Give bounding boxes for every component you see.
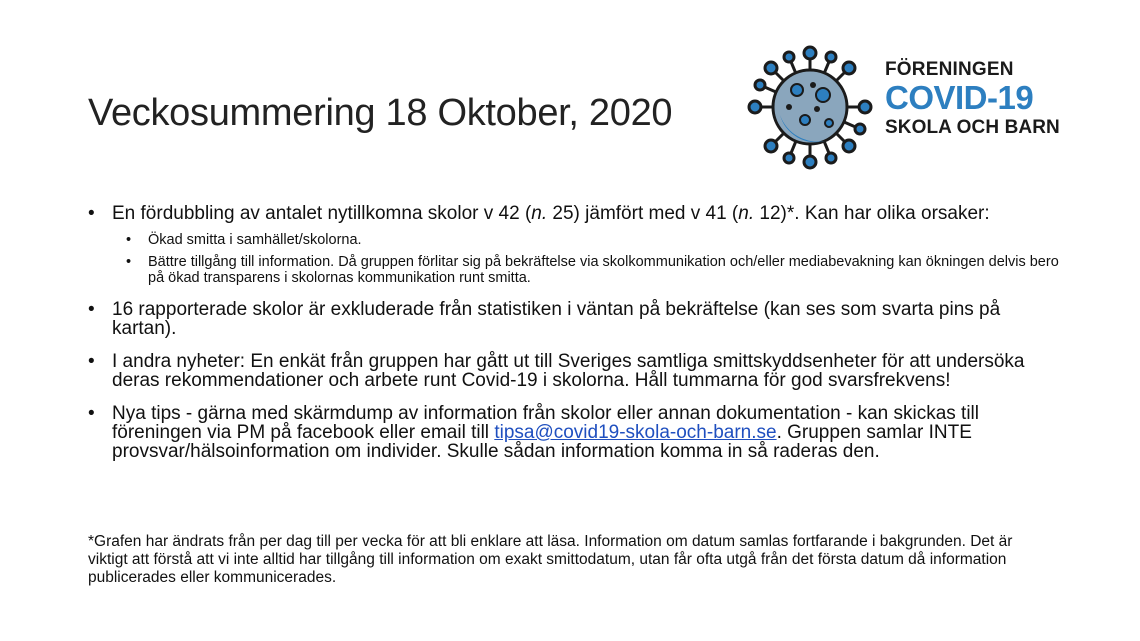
virus-icon bbox=[745, 45, 875, 170]
sub-bullet-item: • Ökad smitta i samhället/skolorna. bbox=[126, 232, 1068, 248]
bullet-item: • 16 rapporterade skolor är exkluderade från statistiken i väntan på bekräftelse (kan ses som svarta pins på kartan). bbox=[88, 300, 1068, 338]
logo-line-1: FÖRENINGEN bbox=[885, 59, 1014, 80]
sub-bullet-list bbox=[126, 232, 1068, 286]
footnote: *Grafen har ändrats från per dag till per vecka för att bli enklare att läsa. Information om datum samlas fortfarande i bakgrunden. Det är viktigt att förstå att vi inte alltid har tillgång till information om exakt smittodatum, utan får ofta utgå från det första datum då information publicerades eller kommunicerades. bbox=[88, 533, 1013, 586]
bullet-item: • En fördubbling av antalet nytillkomna skolor v 42 (n. 25) jämfört med v 41 (n. 12)*. Kan har olika orsaker: • Ökad smitta i samhället/skolorna. • Bättre tillgång till information. Då gruppen förlitar sig på bekräftelse via skolkommunikation och/eller mediabevakning kan ökningen delvis bero på ökad transparens i skolornas kommunikation runt smitta. bbox=[88, 204, 1068, 286]
organization-logo bbox=[745, 45, 1090, 170]
bullet-item: • I andra nyheter: En enkät från gruppen har gått ut till Sveriges samtliga smittskyddsenheter för att undersöka deras rekommendationer och arbete runt Covid-19 i skolorna. Håll tummarna för god svarsfrekvens! bbox=[88, 352, 1068, 390]
bullet-item: • Nya tips - gärna med skärmdump av information från skolor eller annan dokumentation - kan skickas till föreningen via PM på facebook eller email till tipsa@covid19-skola-och-barn.se. Gruppen samlar INTE provsvar/hälsoinformation om individer. Skulle sådan information komma in så raderas den. bbox=[88, 404, 1068, 461]
bullet-list bbox=[88, 204, 1068, 475]
logo-line-3: SKOLA OCH BARN bbox=[885, 117, 1060, 138]
slide-title: Veckosummering 18 Oktober, 2020 bbox=[88, 92, 673, 134]
logo-text bbox=[885, 59, 1060, 139]
sub-bullet-item: • Bättre tillgång till information. Då gruppen förlitar sig på bekräftelse via skolkommunikation och/eller mediabevakning kan ökningen delvis bero på ökad transparens i skolornas kommunikation runt smitta. bbox=[126, 254, 1068, 286]
logo-line-2: COVID-19 bbox=[885, 79, 1034, 116]
email-link[interactable]: tipsa@covid19-skola-och-barn.se bbox=[494, 422, 777, 443]
